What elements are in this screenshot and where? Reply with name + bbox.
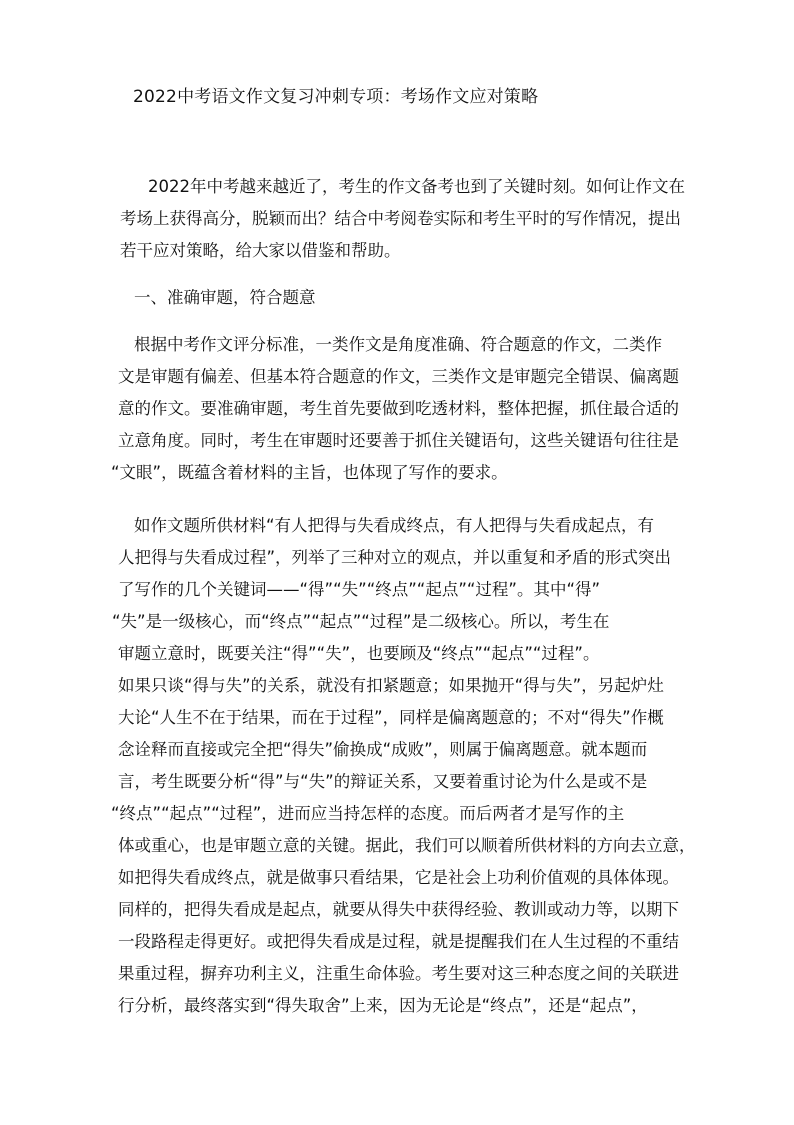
- paragraph-line: 言，考生既要分析“得”与“失”的辩证关系，又要着重讨论为什么是或不是: [118, 772, 648, 791]
- paragraph-line: 念诠释而直接或完全把“得失”偷换成“成败”，则属于偏离题意。就本题而: [118, 740, 648, 759]
- document-title: 2022中考语文作文复习冲刺专项：考场作文应对策略: [133, 87, 539, 107]
- paragraph-line: 审题立意时，既要关注“得”“失”，也要顾及“终点”“起点”“过程”。: [118, 644, 600, 663]
- paragraph-line: 考场上获得高分，脱颖而出？结合中考阅卷实际和考生平时的写作情况，提出: [120, 209, 681, 228]
- paragraph-line: “终点”“起点”“过程”，进而应当持怎样的态度。而后两者才是写作的主: [111, 804, 625, 823]
- paragraph-line: “文眼”，既蕴含着材料的主旨，也体现了写作的要求。: [111, 463, 508, 482]
- paragraph-line: 体或重心，也是审题立意的关键。据此，我们可以顺着所供材料的方向去立意，: [118, 836, 696, 855]
- paragraph-line: 大论“人生不在于结果，而在于过程”，同样是偏离题意的；不对“得失”作概: [118, 708, 664, 727]
- paragraph-line: 2022年中考越来越近了，考生的作文备考也到了关键时刻。如何让作文在: [148, 177, 685, 196]
- paragraph-line: “失”是一级核心，而“终点”“起点”“过程”是二级核心。所以，考生在: [112, 612, 610, 631]
- paragraph-line: 同样的，把得失看成是起点，就要从得失中获得经验、教训或动力等，以期下: [118, 900, 679, 919]
- paragraph-line: 如作文题所供材料“有人把得与失看成终点，有人把得与失看成起点，有: [134, 516, 655, 535]
- paragraph-line: 若干应对策略，给大家以借鉴和帮助。: [120, 241, 401, 260]
- paragraph-line: 意的作文。要准确审题，考生首先要做到吃透材料，整体把握，抓住最合适的: [118, 399, 679, 418]
- paragraph-line: 行分析，最终落实到“得失取舍”上来，因为无论是“终点”，还是“起点”，: [118, 996, 648, 1015]
- paragraph-line: 一段路程走得更好。或把得失看成是过程，就是提醒我们在人生过程的不重结: [118, 932, 679, 951]
- section-heading: 一、准确审题，符合题意: [134, 288, 316, 307]
- paragraph-line: 如把得失看成终点，就是做事只看结果，它是社会上功利价值观的具体体现。: [118, 868, 679, 887]
- paragraph-line: 人把得与失看成过程”，列举了三种对立的观点，并以重复和矛盾的形式突出: [118, 548, 672, 567]
- paragraph-line: 立意角度。同时，考生在审题时还要善于抓住关键语句，这些关键语句往往是: [118, 431, 679, 450]
- paragraph-line: 了写作的几个关键词——“得”“失”“终点”“起点”“过程”。其中“得”: [118, 580, 601, 599]
- paragraph-line: 根据中考作文评分标准，一类作文是角度准确、符合题意的作文，二类作: [134, 335, 662, 354]
- paragraph-line: 果重过程，摒弃功利主义，注重生命体验。考生要对这三种态度之间的关联进: [118, 964, 679, 983]
- paragraph-line: 如果只谈“得与失”的关系，就没有扣紧题意；如果抛开“得与失”，另起炉灶: [118, 676, 664, 695]
- paragraph-line: 文是审题有偏差、但基本符合题意的作文，三类作文是审题完全错误、偏离题: [118, 367, 679, 386]
